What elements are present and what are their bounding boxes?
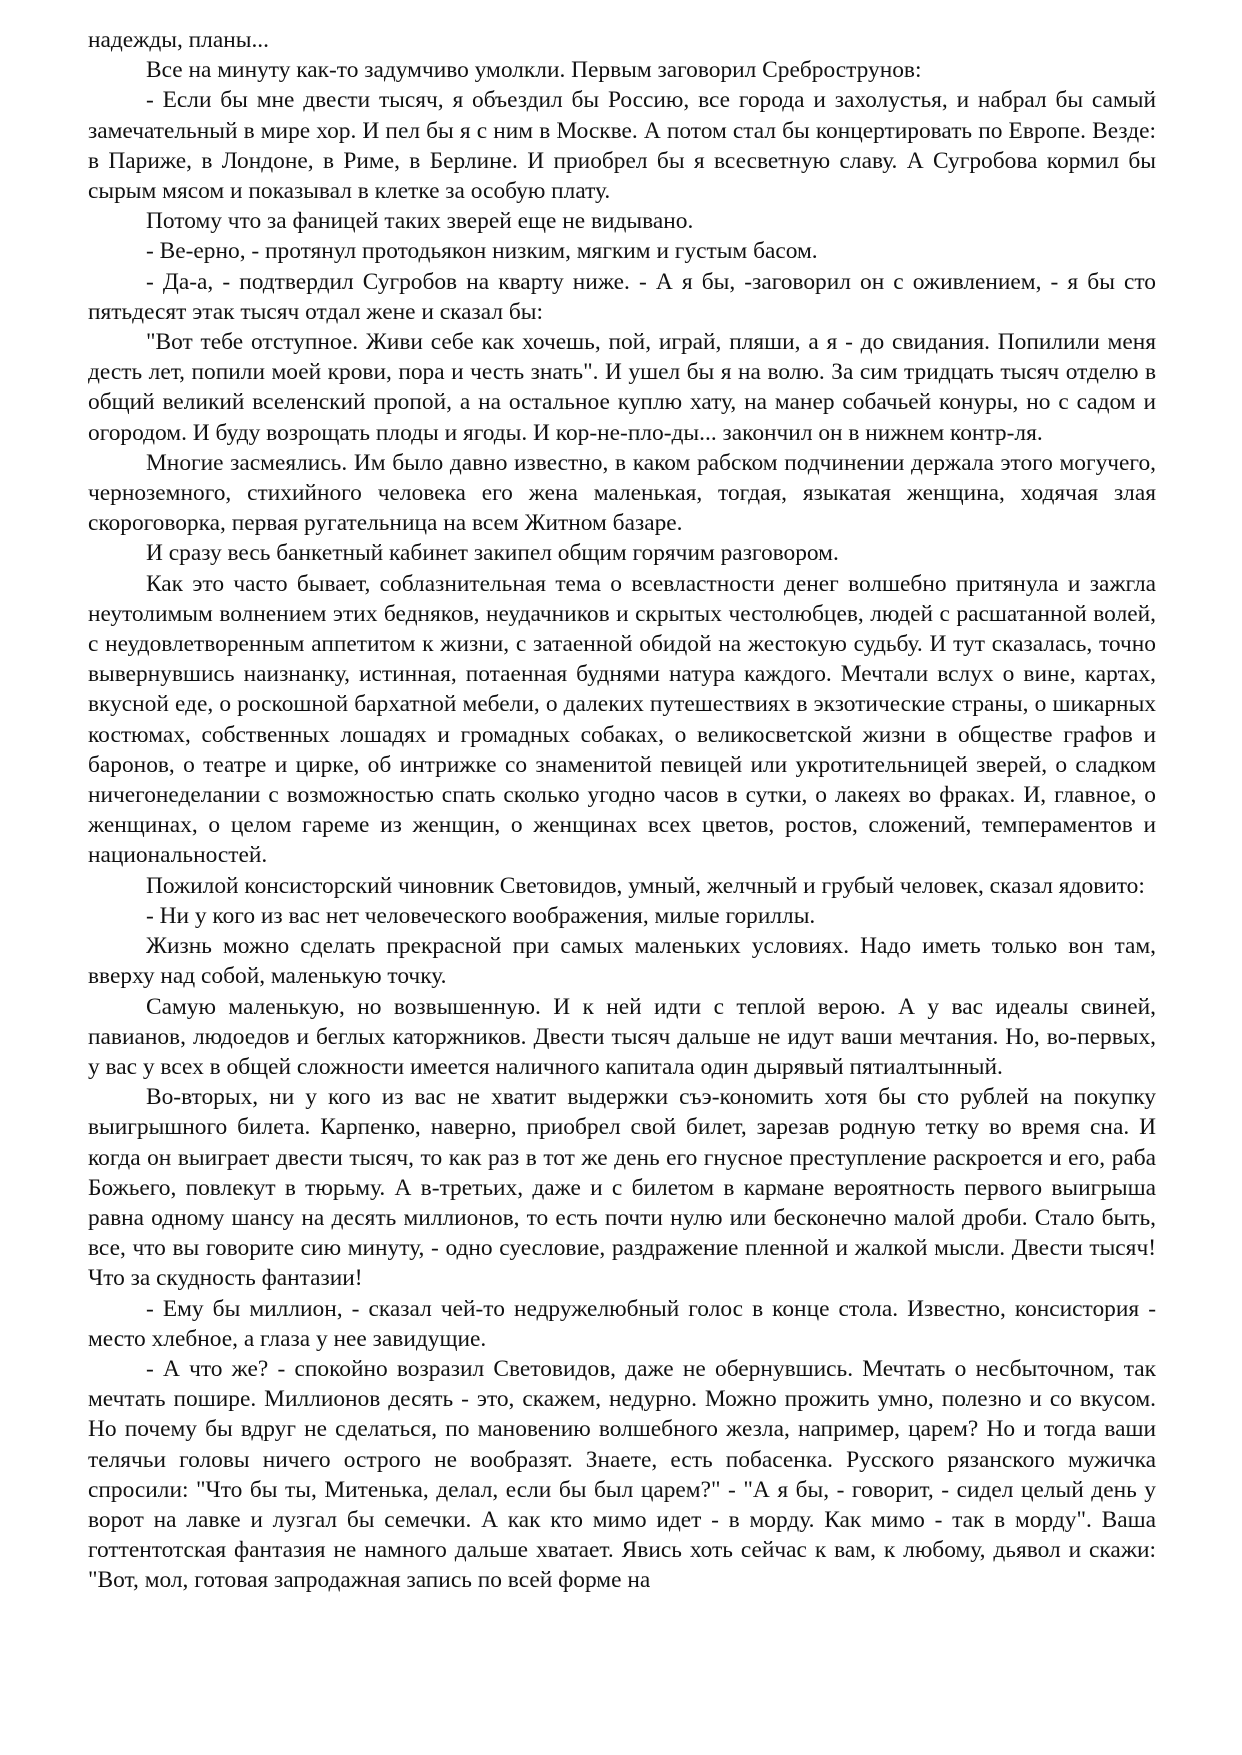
paragraph: - Если бы мне двести тысяч, я объездил бы Россию, все города и захолустья, и набрал бы самый замечательный в мире хор. И пел бы я с ним в Москве. А потом стал бы концертировать по Европе. Везде: в Париже, в Лондоне, в Риме, в Берлине. И приобрел бы я всесветную славу. А Сугробова кормил бы сырым мясом и показывал в клетке за особую плату.	[88, 87, 1156, 205]
paragraph: "Вот тебе отступное. Живи себе как хочешь, пой, играй, пляши, а я - до свидания. Попилили меня десть лет, попили моей крови, пора и честь знать". И ушел бы я на волю. За сим тридцать тысяч отделю в общий великий вселенский пропой, а на остальное куплю хату, на манер собачьей конуры, но с садом и огородом. И буду возрощать плоды и ягоды. И кор-не-пло-ды... закончил он в нижнем контр-ля.	[88, 329, 1156, 446]
paragraph: - Ве-ерно, - протянул протодьякон низким, мягким и густым басом.	[146, 238, 818, 265]
paragraph: Все на минуту как-то задумчиво умолкли. Первым заговорил Среброструнов:	[146, 57, 922, 84]
paragraph: Самую маленькую, но возвышенную. И к ней идти с теплой верою. А у вас идеалы свиней, павианов, людоедов и беглых каторжников. Двести тысяч дальше не идут ваши мечтания. Но, во-первых, у вас у всех в общей сложности имеется наличного капитала один дырявый пятиалтынный.	[88, 993, 1156, 1080]
document-page	[88, 25, 1156, 1596]
paragraph: И сразу весь банкетный кабинет закипел общим горячим разговором.	[146, 540, 839, 567]
paragraph: - Да-а, - подтвердил Сугробов на кварту ниже. - А я бы, -заговорил он с оживлением, - я бы сто пятьдесят этак тысяч отдал жене и сказал бы:	[88, 268, 1156, 325]
paragraph: Во-вторых, ни у кого из вас не хватит выдержки съэ-кономить хотя бы сто рублей на покупку выигрышного билета. Карпенко, наверно, приобрел свой билет, зарезав родную тетку во время сна. И когда он выиграет двести тысяч, то как раз в тот же день его гнусное преступление раскроется и его, раба Божьего, повлекут в тюрьму. А в-третьих, даже и с билетом в кармане вероятность первого выигрыша равна одному шансу на десять миллионов, то есть почти нулю или бесконечно малой дроби. Стало быть, все, что вы говорите сию минуту, - одно суесловие, раздражение пленной и жалкой мысли. Двести тысяч! Что за скудность фантазии!	[88, 1084, 1156, 1292]
paragraph: Потому что за фаницей таких зверей еще не видывано.	[146, 208, 694, 235]
paragraph: - А что же? - спокойно возразил Световидов, даже не обернувшись. Мечтать о несбыточном, так мечтать пошире. Миллионов десять - это, скажем, недурно. Можно прожить умно, полезно и со вкусом. Но почему бы вдруг не сделаться, по мановению волшебного жезла, например, царем? Но и тогда ваши телячьи головы ничего острого не вообразят. Знаете, есть побасенка. Русского рязанского мужичка спросили: "Что бы ты, Митенька, делал, если бы был царем?" - "А я бы, - говорит, - сидел целый день у ворот на лавке и лузгал бы семечки. А как кто мимо идет - в морду. Как мимо - так в морду". Ваша готтентотская фантазия не намного дальше хватает. Явись хоть сейчас к вам, к любому, дьявол и скажи: "Вот, мол, готовая запродажная запись по всей форме на	[88, 1355, 1156, 1594]
paragraph: - Ему бы миллион, - сказал чей-то недружелюбный голос в конце стола. Известно, консистория - место хлебное, а глаза у нее завидущие.	[88, 1295, 1156, 1352]
paragraph: Многие засмеялись. Им было давно известно, в каком рабском подчинении держала этого могучего, черноземного, стихийного человека его жена маленькая, тогдая, языкатая женщина, ходячая злая скороговорка, первая ругательница на всем Житном базаре.	[88, 449, 1156, 537]
paragraph: Жизнь можно сделать прекрасной при самых маленьких условиях. Надо иметь только вон там, вверху над собой, маленькую точку.	[88, 933, 1156, 990]
paragraph: надежды, планы...	[88, 27, 270, 53]
paragraph: - Ни у кого из вас нет человеческого воображения, милые гориллы.	[146, 902, 816, 929]
paragraph: Пожилой консисторский чиновник Световидов, умный, желчный и грубый человек, сказал ядовито:	[146, 872, 1145, 899]
paragraph: Как это часто бывает, соблазнительная тема о всевластности денег волшебно притянула и зажгла неутолимым волнением этих бедняков, неудачников и скрытых честолюбцев, людей с расшатанной волей, с неудовлетворенным аппетитом к жизни, с затаенной обидой на жестокую судьбу. И тут сказалась, точно вывернувшись наизнанку, истинная, потаенная буднями натура каждого. Мечтали вслух о вине, картах, вкусной еде, о роскошной бархатной мебели, о далеких путешествиях в экзотические страны, о шикарных костюмах, собственных лошадях и громадных собаках, о великосветской жизни в обществе графов и баронов, о театре и цирке, об интрижке со знаменитой певицей или укротительницей зверей, о сладком ничегонеделании с возможностью спать сколько угодно часов в сутки, о лакеях во фраках. И, главное, о женщинах, о целом гареме из женщин, о женщинах всех цветов, ростов, сложений, темпераментов и национальностей.	[88, 570, 1156, 869]
